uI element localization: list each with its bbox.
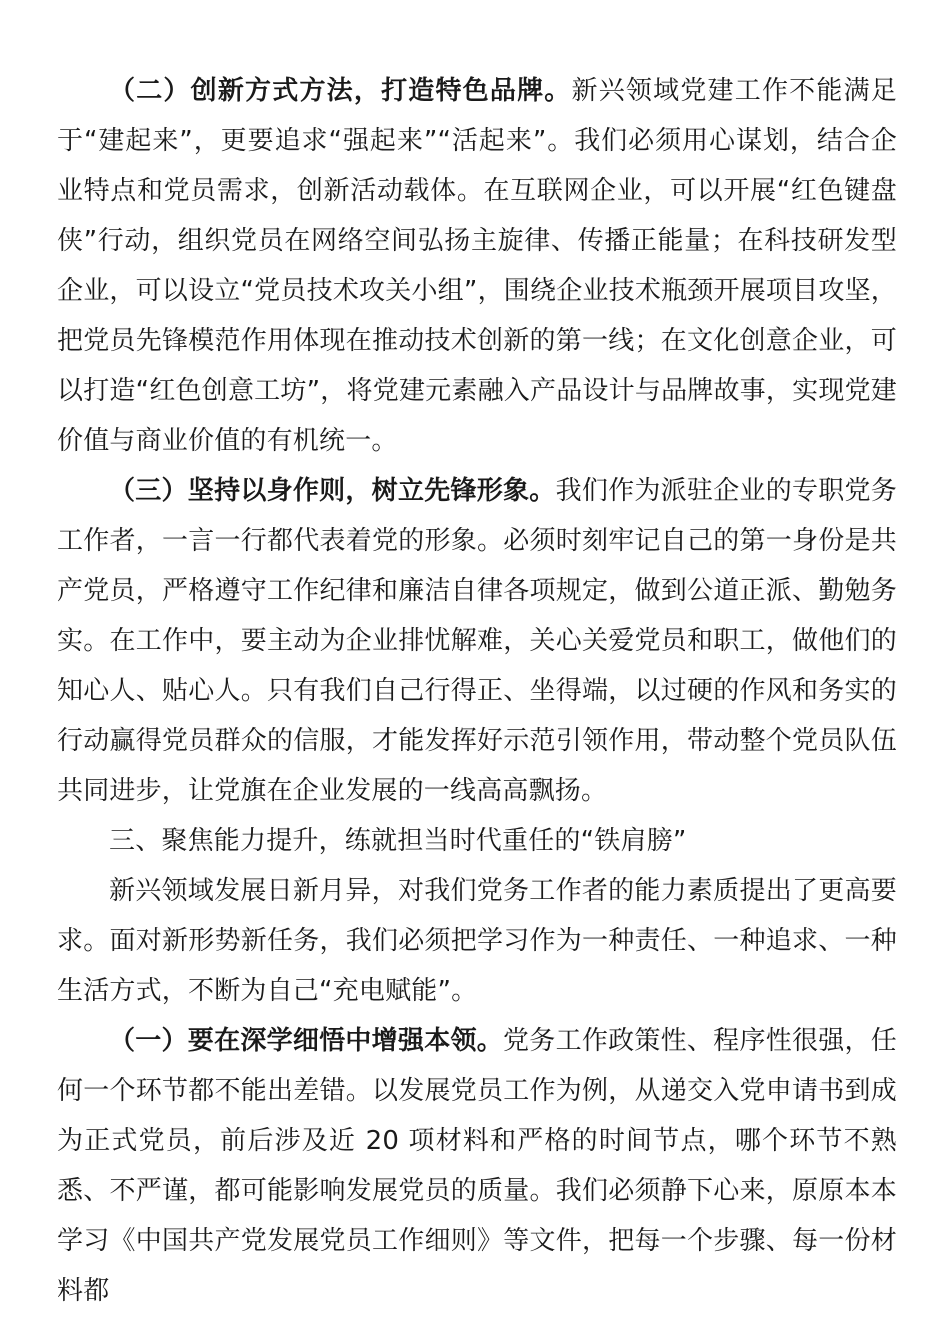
paragraph-innovation bbox=[57, 66, 897, 466]
section-heading bbox=[57, 816, 897, 866]
paragraph-text: 新兴领域党建工作不能满足于“建起来”，更要追求“强起来”“活起来”。我们必须用心谋划，结合企业特点和党员需求，创新活动载体。在互联网企业，可以开展“红色键盘侠”行动，组织党员在网络空间弘扬主旋律、传播正能量；在科技研发型企业，可以设立“党员技术攻关小组”，围绕企业技术瓶颈开展项目攻坚，把党员先锋模范作用体现在推动技术创新的第一线；在文化创意企业，可以打造“红色创意工坊”，将党建元素融入产品设计与品牌故事，实现党建价值与商业价值的有机统一。 bbox=[57, 76, 897, 456]
paragraph-lead: （三）坚持以身作则，树立先锋形象。 bbox=[109, 476, 556, 506]
paragraph-lead: （一）要在深学细悟中增强本领。 bbox=[109, 1026, 504, 1056]
paragraph-example bbox=[57, 466, 897, 816]
paragraph-lead: （二）创新方式方法，打造特色品牌。 bbox=[109, 76, 572, 106]
paragraph-text: 党务工作政策性、程序性很强，任何一个环节都不能出差错。以发展党员工作为例，从递交入党申请书到成为正式党员，前后涉及近 20 项材料和严格的时间节点，哪个环节不熟悉、不严谨，都可能影响发展党员的质量。我们必须静下心来，原原本本学习《中国共产党发展党员工作细则》等文件，把每一个步骤、每一份材料都 bbox=[57, 1026, 897, 1306]
document-body bbox=[57, 66, 897, 1316]
paragraph-text: 新兴领域发展日新月异，对我们党务工作者的能力素质提出了更高要求。面对新形势新任务，我们必须把学习作为一种责任、一种追求、一种生活方式，不断为自己“充电赋能”。 bbox=[57, 876, 897, 1006]
section-heading-text: 三、聚焦能力提升，练就担当时代重任的“铁肩膀” bbox=[109, 826, 687, 856]
paragraph-text: 我们作为派驻企业的专职党务工作者，一言一行都代表着党的形象。必须时刻牢记自己的第一身份是共产党员，严格遵守工作纪律和廉洁自律各项规定，做到公道正派、勤勉务实。在工作中，要主动为企业排忧解难，关心关爱党员和职工，做他们的知心人、贴心人。只有我们自己行得正、坐得端，以过硬的作风和务实的行动赢得党员群众的信服，才能发挥好示范引领作用，带动整个党员队伍共同进步，让党旗在企业发展的一线高高飘扬。 bbox=[57, 476, 897, 806]
paragraph-study bbox=[57, 1016, 897, 1316]
paragraph-intro bbox=[57, 866, 897, 1016]
